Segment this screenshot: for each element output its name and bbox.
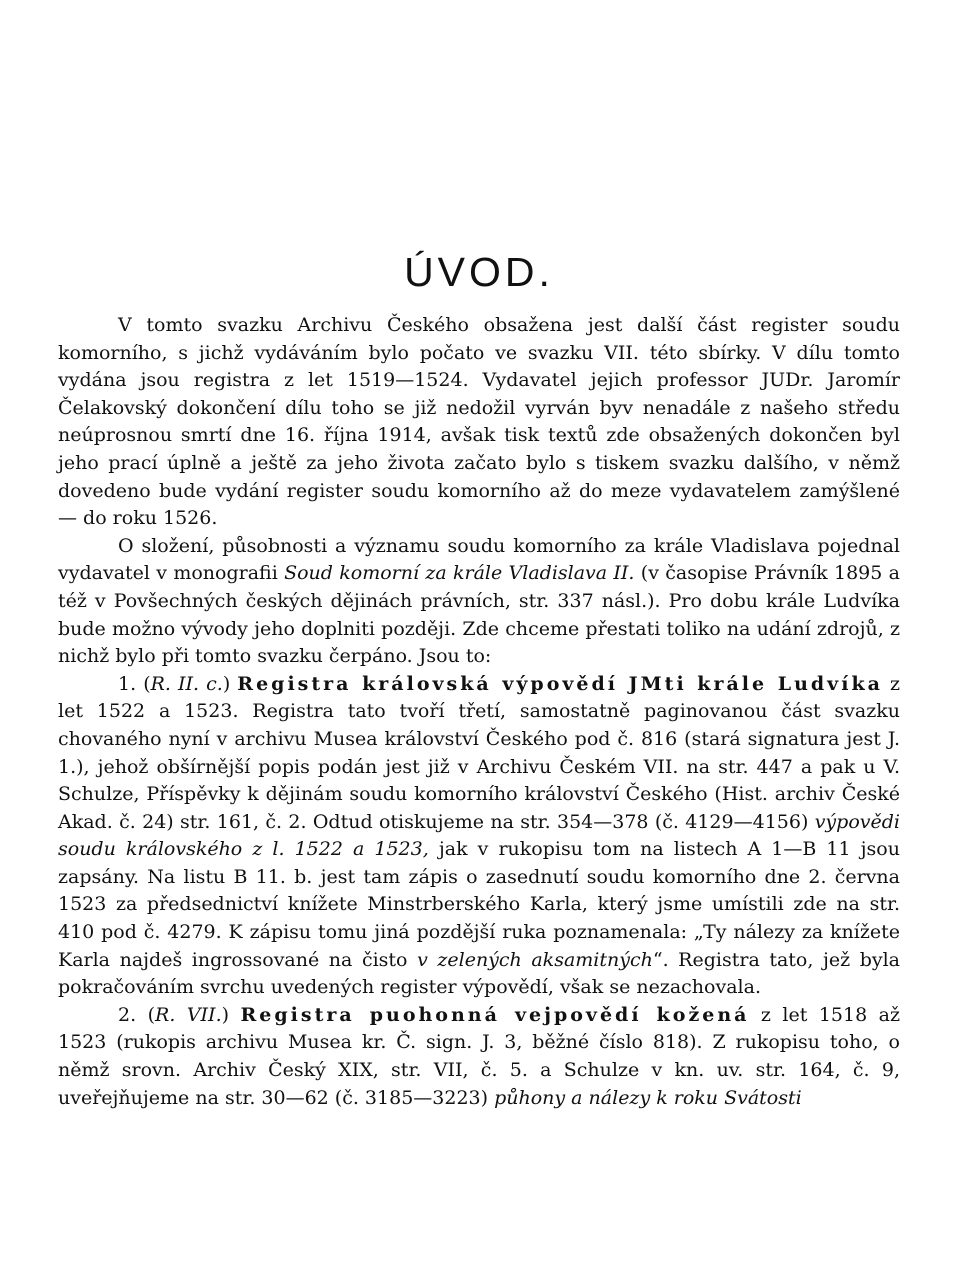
item-1-close: )	[222, 672, 238, 695]
item-1-siglum: R. II. c.	[150, 672, 223, 695]
monograph-title: Soud komorní za krále Vladislava II.	[284, 562, 635, 585]
item-1-text-i: “. Registra tato, jež byla pokračováním svrchu uvedených register výpovědí, však se nezachovala.	[58, 948, 900, 999]
item-2-text-e: z let 1518 až 1523 (rukopis archivu Musea kr. Č. sign. J. 3, běžné číslo 818). Z rukopisu toho, o němž srovn. Archiv Český XIX, str. VII, č. 5. a Schulze v kn. uv. str. 164, č. 9, uveřejňujeme na str. 30—62 (č. 3185—3223)	[58, 1003, 900, 1109]
item-2-close: )	[221, 1003, 241, 1026]
paragraph-item-1	[58, 671, 900, 1002]
item-1-heading: Registra královská výpovědí JMti krále Ludvíka	[237, 672, 883, 695]
item-2-siglum: R. VII.	[155, 1003, 222, 1026]
paragraph-intro-text: V tomto svazku Archivu Českého obsažena jest další část register soudu komorního, s jichž vydáváním bylo počato ve svazku VII. této sbírky. V dílu tomto vydána jsou registra z let 1519—1524. Vydavatel jejich professor JUDr. Jaromír Čelakovský dokončení dílu toho se již nedožil vyrván byv nenadále z našeho středu neúprosnou smrtí dne 16. října 1914, avšak tisk textů zde obsažených dokončen byl jeho prací úplně a ještě za jeho života začato bylo s tiskem svazku dalšího, v němž dovedeno bude vydání register soudu komorního až do meze vydavatelem zamýšlené — do roku 1526.	[58, 314, 900, 530]
paragraph-sources	[58, 533, 900, 671]
item-2-number: 2. (	[118, 1003, 156, 1026]
paragraph-sources-text-a: O složení, působnosti a významu soudu komorního za krále Vladislava pojednal vydavatel v monografii	[58, 534, 900, 585]
item-1-text-g: jak v rukopisu tom na listech A 1—B 11 jsou zapsány. Na listu B 11. b. jest tam zápis o zasednutí soudu komorního dne 2. června 1523 za předsednictví knížete Minstrberského Karla, který jsme umístili zde na str. 410 pod č. 4279. K zápisu tomu jiná pozdější ruka poznamenala: „Ty nálezy za knížete Karla najdeš ingrossované na čisto	[58, 838, 900, 971]
page-title: ÚVOD.	[404, 249, 554, 295]
item-1-number: 1. (	[118, 672, 151, 695]
document-page	[58, 246, 900, 1112]
paragraph-intro	[58, 312, 900, 533]
item-2-heading: Registra puohonná vejpovědí kožená	[240, 1003, 750, 1026]
paragraph-item-2	[58, 1002, 900, 1112]
paragraph-sources-text-c: (v časopise Právník 1895 a též v Povšechných českých dějinách právních, str. 337 násl.). Pro dobu krále Ludvíka bude možno vývody jeho doplniti později. Zde chceme přestati toliko na udání zdrojů, z nichž bylo při tomto svazku čerpáno. Jsou to:	[58, 562, 900, 668]
item-1-italic-f: výpovědi soudu královského z l. 1522 a 1523,	[58, 810, 900, 861]
item-1-text-e: z let 1522 a 1523. Registra tato tvoří třetí, samostatně paginovanou část svazku chovaného nyní v archivu Musea království Českého pod č. 816 (stará signatura jest J. 1.), jehož obšírnější popis podán jest již v Archivu Českém VII. na str. 447 a pak u V. Schulze, Příspěvky k dějinám soudu komorního království Českého (Hist. archiv České Akad. č. 24) str. 161, č. 2. Odtud otiskujeme na str. 354—378 (č. 4129—4156)	[58, 672, 900, 833]
item-1-italic-h: v zelených aksamitných	[417, 948, 653, 971]
item-2-italic-f: půhony a nálezy k roku Svátosti	[494, 1086, 802, 1109]
